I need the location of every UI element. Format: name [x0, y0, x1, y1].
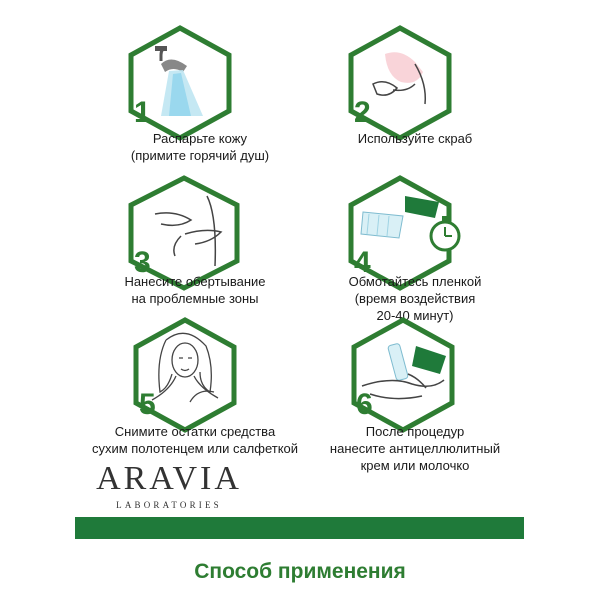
divider-bar	[75, 517, 524, 539]
brand-name: ARAVIA	[96, 460, 242, 497]
step-4-caption: Обмотайтесь пленкой (время воздействия 20-40 минут)	[348, 274, 482, 323]
step-5-caption: Снимите остатки средства сухим полотенцем или салфеткой	[91, 424, 299, 456]
step-6-number: 6	[356, 388, 373, 421]
page-title: Способ применения	[194, 560, 406, 583]
step-3-caption: Нанесите обертывание на проблемные зоны	[124, 274, 266, 306]
step-2-caption: Используйте скраб	[357, 131, 473, 146]
step-1-caption: Распарьте кожу (примите горячий душ)	[130, 131, 270, 163]
step-1-number: 1	[134, 96, 151, 129]
brand-subtitle: LABORATORIES	[116, 500, 222, 510]
step-4-number: 4	[354, 246, 371, 279]
step-5-number: 5	[139, 388, 156, 421]
step-6-caption: После процедур нанесите антицеллюлитный крем или молочко	[329, 424, 501, 473]
step-2-number: 2	[354, 96, 371, 129]
brand-logo	[94, 462, 244, 510]
step-3-number: 3	[134, 246, 151, 279]
